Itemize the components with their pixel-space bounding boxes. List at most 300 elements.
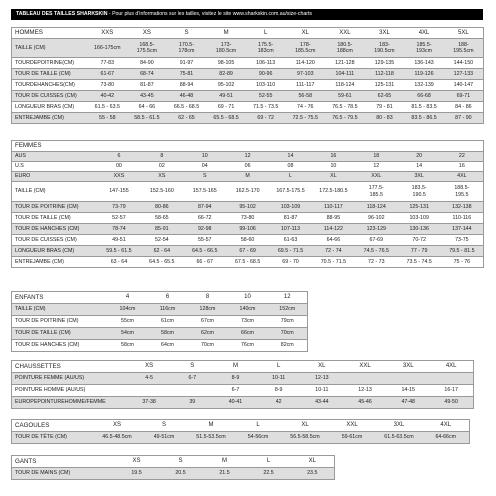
table-cell: 55cm [108,316,148,328]
column-header: L [256,422,260,429]
table-cell: 66cm [228,328,268,340]
row-label: TOUR DE POITRINE (CM) [12,316,108,328]
table-cell: 87-94 [183,202,226,213]
cell-line: 173- 180.5cm [215,41,237,54]
table-row [12,224,484,235]
column-header: 5XL [458,29,469,36]
table-cell: 127-133 [444,69,484,80]
cell-line: 177.5- 185.5 [368,185,384,198]
table-row [12,172,484,182]
column-header: XS [112,422,121,429]
table-row [12,102,484,113]
table-cell: 55-57 [183,235,226,246]
column-header: 4XL [418,29,430,36]
table-cell: 64.5 - 66.5 [183,246,226,257]
table-cell: 61.5 - 63.5 [88,102,128,113]
table-cell: 59.5 - 61.5 [98,246,141,257]
row-label: ENTREJAMBE (CM) [12,257,98,268]
table-cell: 118-124 [325,80,365,91]
table-row [12,182,484,202]
column-header: 3XL [402,363,414,370]
cell-line: 188.5- 195.5 [454,185,470,198]
table-cell: 72.5 - 75.5 [285,113,325,124]
table-cell: 20 [398,152,441,162]
table-cell: 70.5 - 71.5 [312,257,355,268]
table-cell [171,385,214,397]
table-row [12,58,484,69]
table-cell [285,39,325,58]
table-cell: 59-61cm [329,432,376,444]
table-cell: 67-69 [355,235,398,246]
table-cell: 43-44 [300,397,343,409]
row-label: TOURDEPOITRINE(CM) [12,58,88,69]
chaussettes-table [11,360,474,409]
table-cell: 6-7 [171,373,214,385]
table-cell: 112-118 [365,69,405,80]
table-cell: 95-102 [206,80,246,91]
column-header: M [222,458,227,465]
column-header: XS [145,363,154,370]
table-cell: 152.5-160 [140,182,183,202]
table-cell: 8 [140,152,183,162]
table-cell: XXL [355,172,398,182]
cagoules-table [11,419,470,444]
table-cell: 77 - 79 [398,246,441,257]
table-cell: 128cm [188,304,228,316]
table-cell: 95-102 [226,202,269,213]
row-label: POINTURE HOMME (AU/US) [12,385,128,397]
table-cell: 12 [355,162,398,172]
column-header: M [232,363,238,370]
table-cell: 84-90 [127,58,167,69]
table-cell: 64-66cm [423,432,470,444]
table-cell: 64.5 - 65.5 [140,257,183,268]
table-cell: 130-136 [398,224,441,235]
banner-title: TABLEAU DES TAILLES SHARKSKIN [16,11,108,17]
table-cell: 69 - 71 [206,102,246,113]
table-cell [343,373,386,385]
table-header-row [12,28,484,39]
table-cell: 6-7 [214,385,257,397]
table-cell: 79.5 - 81.5 [441,246,484,257]
table-cell: 123-129 [355,224,398,235]
table-cell: 00 [98,162,141,172]
table-cell: 58-60 [226,235,269,246]
table-cell: 68-74 [127,69,167,80]
table-cell: 71.5 - 73.5 [246,102,286,113]
table-cell: 72 - 73 [355,257,398,268]
column-header: 6 [165,294,170,301]
size-chart-banner [11,9,483,20]
cell-line: 175.5- 183cm [257,41,274,54]
table-cell: 52-55 [246,91,286,102]
table-cell: 106-113 [246,58,286,69]
table-cell: 74 - 76 [285,102,325,113]
table-cell: 132-139 [404,80,444,91]
table-cell: 58-65 [140,213,183,224]
column-header: 4XL [440,422,452,429]
table-row [12,213,484,224]
table-row [12,397,474,409]
table-cell: 52-57 [98,213,141,224]
table-cell: 67.5 - 68.5 [226,257,269,268]
column-header: XXS [101,29,114,36]
column-header: 3XL [379,29,390,36]
table-cell: 96-102 [355,213,398,224]
row-label: AUS [12,152,98,162]
table-row [12,69,484,80]
table-cell: 46-48 [167,91,207,102]
table-cell: 4XL [441,172,484,182]
column-header: XL [301,29,309,36]
table-cell: 110-116 [441,213,484,224]
column-header: 4 [125,294,130,301]
table-cell: 14-15 [387,385,430,397]
enfants-table [11,291,308,352]
table-cell: 40-41 [214,397,257,409]
table-cell: 58cm [148,328,188,340]
table-cell: 37-38 [128,397,171,409]
table-cell: 74.5 - 76.5 [355,246,398,257]
gants-table [11,455,335,480]
table-cell: 10 [183,152,226,162]
table-cell [430,373,473,385]
table-cell: 66.5 - 68.5 [167,102,207,113]
table-cell: 54-56cm [235,432,282,444]
table-label: CHAUSSETTES [15,362,61,370]
table-cell: 69.5 - 71.5 [269,246,312,257]
table-cell: 103-109 [398,213,441,224]
table-cell: 76.5 - 78.5 [325,102,365,113]
table-row [12,91,484,102]
table-row [12,113,484,124]
table-cell: 83.5 - 86.5 [404,113,444,124]
row-label: LONGUEUR BRAS (CM) [12,246,98,257]
table-cell: 107-113 [269,224,312,235]
table-cell: XXS [98,172,141,182]
table-cell: 76cm [228,340,268,352]
table-cell: 157.5-165 [183,182,226,202]
row-label: EUROPEPOINTUREHOMME/FEMME [12,397,128,409]
column-header: 12 [283,294,291,301]
table-cell: 64 - 66 [127,102,167,113]
table-cell: 61-67 [88,69,128,80]
column-header: L [276,363,281,370]
table-cell: 119-126 [404,69,444,80]
table-cell: 114-122 [312,224,355,235]
cell-line: 183.5- 190.5 [411,185,427,198]
table-cell: 166-175cm [88,39,128,58]
table-cell: 3XL [398,172,441,182]
table-cell: 16-17 [430,385,473,397]
table-cell: 144-150 [444,58,484,69]
table-cell: 42 [257,397,300,409]
table-cell: 129-135 [365,58,405,69]
table-cell: 73-80 [226,213,269,224]
table-label: ENFANTS [15,293,44,301]
table-cell: 75 - 76 [441,257,484,268]
table-header-row [12,141,484,152]
column-header: XXL [339,29,351,36]
table-cell: 99-106 [226,224,269,235]
table-cell: 69 - 70 [269,257,312,268]
table-cell: 06 [226,162,269,172]
table-cell: 52-54 [140,235,183,246]
table-cell: 162.5-170 [226,182,269,202]
table-cell: 04 [183,162,226,172]
table-cell: 98-105 [206,58,246,69]
table-row [12,373,474,385]
table-cell [128,385,171,397]
table-cell: 125-131 [365,80,405,91]
table-cell: 55 - 58 [88,113,128,124]
column-header: 8 [205,294,210,301]
table-cell: 54cm [108,328,148,340]
table-cell: 8-9 [214,373,257,385]
table-cell: 61cm [148,316,188,328]
table-cell: 125-131 [398,202,441,213]
row-label: TOUR DE POITRINE (CM) [12,202,98,213]
table-cell: 21.5 [203,468,247,480]
table-cell: 51.5-53.5cm [188,432,235,444]
table-cell: 78-74 [98,224,141,235]
table-label: FEMMES [15,142,42,150]
column-header: S [184,29,189,36]
table-cell: 61.5-63.5cm [376,432,423,444]
row-label: TOUR DE TAILLE (CM) [12,213,98,224]
table-cell: 23.5 [291,468,335,480]
table-cell [167,39,207,58]
table-cell: 72 - 74 [312,246,355,257]
row-label: TOUR DE TAILLE (CM) [12,328,108,340]
table-cell: 63 - 64 [98,257,141,268]
table-row [12,235,484,246]
table-cell: 70-72 [398,235,441,246]
row-label: TOUR DE TAILLE (CM) [12,69,88,80]
table-cell: 16 [441,162,484,172]
table-cell: 137-144 [441,224,484,235]
table-cell: 132-138 [441,202,484,213]
column-header: XXL [359,363,371,370]
table-cell: 64-66 [312,235,355,246]
cell-line: 180.5- 188cm [336,41,353,54]
table-cell: 81-87 [269,213,312,224]
column-header: XL [308,458,316,465]
table-cell: 58.5 - 61.5 [127,113,167,124]
row-label: TOUR DE TÊTE (CM) [12,432,94,444]
table-cell: 56-58 [285,91,325,102]
table-cell: 14 [398,162,441,172]
banner-text: - Pour plus d'informations sur les tailles, visitez le site www.sharkskin.com.au/size-charts [107,11,312,17]
table-cell: 73cm [228,316,268,328]
table-cell: 75-81 [167,69,207,80]
table-cell: 22.5 [247,468,291,480]
column-header: 3XL [393,422,405,429]
table-cell: 65.5 - 68.5 [206,113,246,124]
column-header: S [190,363,195,370]
table-cell: 46.5-48.5cm [94,432,141,444]
table-label: CAGOULES [15,421,50,429]
table-cell: 77-83 [88,58,128,69]
row-label: TAILLE (CM) [12,304,108,316]
table-cell: 62-65 [365,91,405,102]
table-cell: 43-45 [127,91,167,102]
table-label: HOMMES [15,29,43,37]
table-cell: 76.5 - 79.5 [325,113,365,124]
table-cell: 79cm [268,316,308,328]
table-row [12,202,484,213]
table-cell [444,39,484,58]
cell-line: 183- 190.5cm [374,41,395,54]
row-label: TAILLE (CM) [12,182,98,202]
table-cell: 88-94 [167,80,207,91]
table-row [12,468,335,480]
column-header: L [266,458,271,465]
table-cell: 66-68 [404,91,444,102]
row-label: U.S [12,162,98,172]
table-cell: 87 - 90 [444,113,484,124]
table-row [12,152,484,162]
table-cell: 97-103 [285,69,325,80]
table-cell: 62 - 65 [167,113,207,124]
table-cell: 14 [269,152,312,162]
table-cell: 121-128 [325,58,365,69]
table-cell: 49-51 [206,91,246,102]
table-cell: 62cm [188,328,228,340]
column-header: XXL [346,422,358,429]
table-cell: 81-87 [127,80,167,91]
table-cell: 103-109 [269,202,312,213]
table-cell: 22 [441,152,484,162]
table-cell: 110-117 [312,202,355,213]
table-cell: 90-96 [246,69,286,80]
table-cell: 152cm [268,304,308,316]
table-cell: 111-117 [285,80,325,91]
row-label: TOUR DE MAINS (CM) [12,468,115,480]
table-row [12,340,308,352]
table-cell: 69-71 [444,91,484,102]
table-cell: 64cm [148,340,188,352]
table-cell: 56.5-58.5cm [282,432,329,444]
table-cell: 147-155 [98,182,141,202]
table-cell: 103-110 [246,80,286,91]
cell-line: 178- 185.5cm [295,41,316,54]
row-label: TOUR DE HANCHES (CM) [12,340,108,352]
column-header: M [208,422,214,429]
row-label: TOUR DE CUISSES (CM) [12,91,88,102]
table-cell: 140-147 [444,80,484,91]
table-cell: 116cm [148,304,188,316]
table-cell: 73-80 [88,80,128,91]
table-cell: 136-143 [404,58,444,69]
table-cell: 84 - 86 [444,102,484,113]
table-cell: 45-46 [343,397,386,409]
table-cell: 104cm [108,304,148,316]
table-cell: 12-13 [300,373,343,385]
table-cell: 91-97 [167,58,207,69]
femmes-table [11,140,484,268]
table-cell: XS [140,172,183,182]
column-header: XS [132,458,141,465]
table-cell: 67 - 69 [226,246,269,257]
table-cell: 12 [226,152,269,162]
table-cell: 114-120 [285,58,325,69]
table-cell: 19.5 [115,468,159,480]
column-header: XL [301,422,309,429]
table-cell: 92-98 [183,224,226,235]
table-cell: 172.5-180.5 [312,182,355,202]
table-cell: 167.5-175.5 [269,182,312,202]
table-cell: 4-5 [128,373,171,385]
table-row [12,257,484,268]
table-cell: L [269,172,312,182]
table-cell [387,373,430,385]
table-cell: 140cm [228,304,268,316]
table-cell: 67cm [188,316,228,328]
table-row [12,39,484,58]
table-header-row [12,361,474,373]
table-cell: 62 - 64 [140,246,183,257]
table-cell: 79 - 81 [365,102,405,113]
table-cell: 6 [98,152,141,162]
table-cell: 73-79 [98,202,141,213]
table-cell: 39 [171,397,214,409]
cell-line: 188- 195.5cm [453,41,474,54]
table-cell [325,39,365,58]
table-cell: 16 [312,152,355,162]
table-cell: 47-48 [387,397,430,409]
row-label: ENTREJAMBE (CM) [12,113,88,124]
table-cell: 82-89 [206,69,246,80]
row-label: TAILLE (CM) [12,39,88,58]
column-header: M [223,29,229,36]
cell-line: 185.5- 193cm [416,41,432,54]
table-cell: 18 [355,152,398,162]
table-row [12,385,474,397]
table-cell: 12-13 [343,385,386,397]
table-cell [365,39,405,58]
table-cell: 61-63 [269,235,312,246]
table-cell: 82cm [268,340,308,352]
column-header: XL [318,363,326,370]
row-label: POINTURE FEMME (AU/US) [12,373,128,385]
table-cell [246,39,286,58]
table-cell: M [226,172,269,182]
row-label: LONGUEUR BRAS (CM) [12,102,88,113]
table-cell: 80-86 [140,202,183,213]
table-cell: 81.5 - 83.5 [404,102,444,113]
table-cell: XL [312,172,355,182]
column-header: XS [142,29,151,36]
table-label: GANTS [15,457,37,465]
table-cell: 10-11 [300,385,343,397]
table-cell: 10 [312,162,355,172]
table-cell: 73-75 [441,235,484,246]
row-label: TOUR DE HANCHES (CM) [12,224,98,235]
row-label: TOURDEHANCHES(CM) [12,80,88,91]
row-label: TOUR DE CUISSES (CM) [12,235,98,246]
table-cell [404,39,444,58]
table-cell: 73.5 - 74.5 [398,257,441,268]
table-cell: 80 - 83 [365,113,405,124]
cell-line: 168.5- 175.5cm [136,41,158,54]
table-cell: 49-50 [430,397,473,409]
table-row [12,80,484,91]
table-cell: 40-42 [88,91,128,102]
table-cell: 69 - 72 [246,113,286,124]
table-cell [398,182,441,202]
table-row [12,246,484,257]
